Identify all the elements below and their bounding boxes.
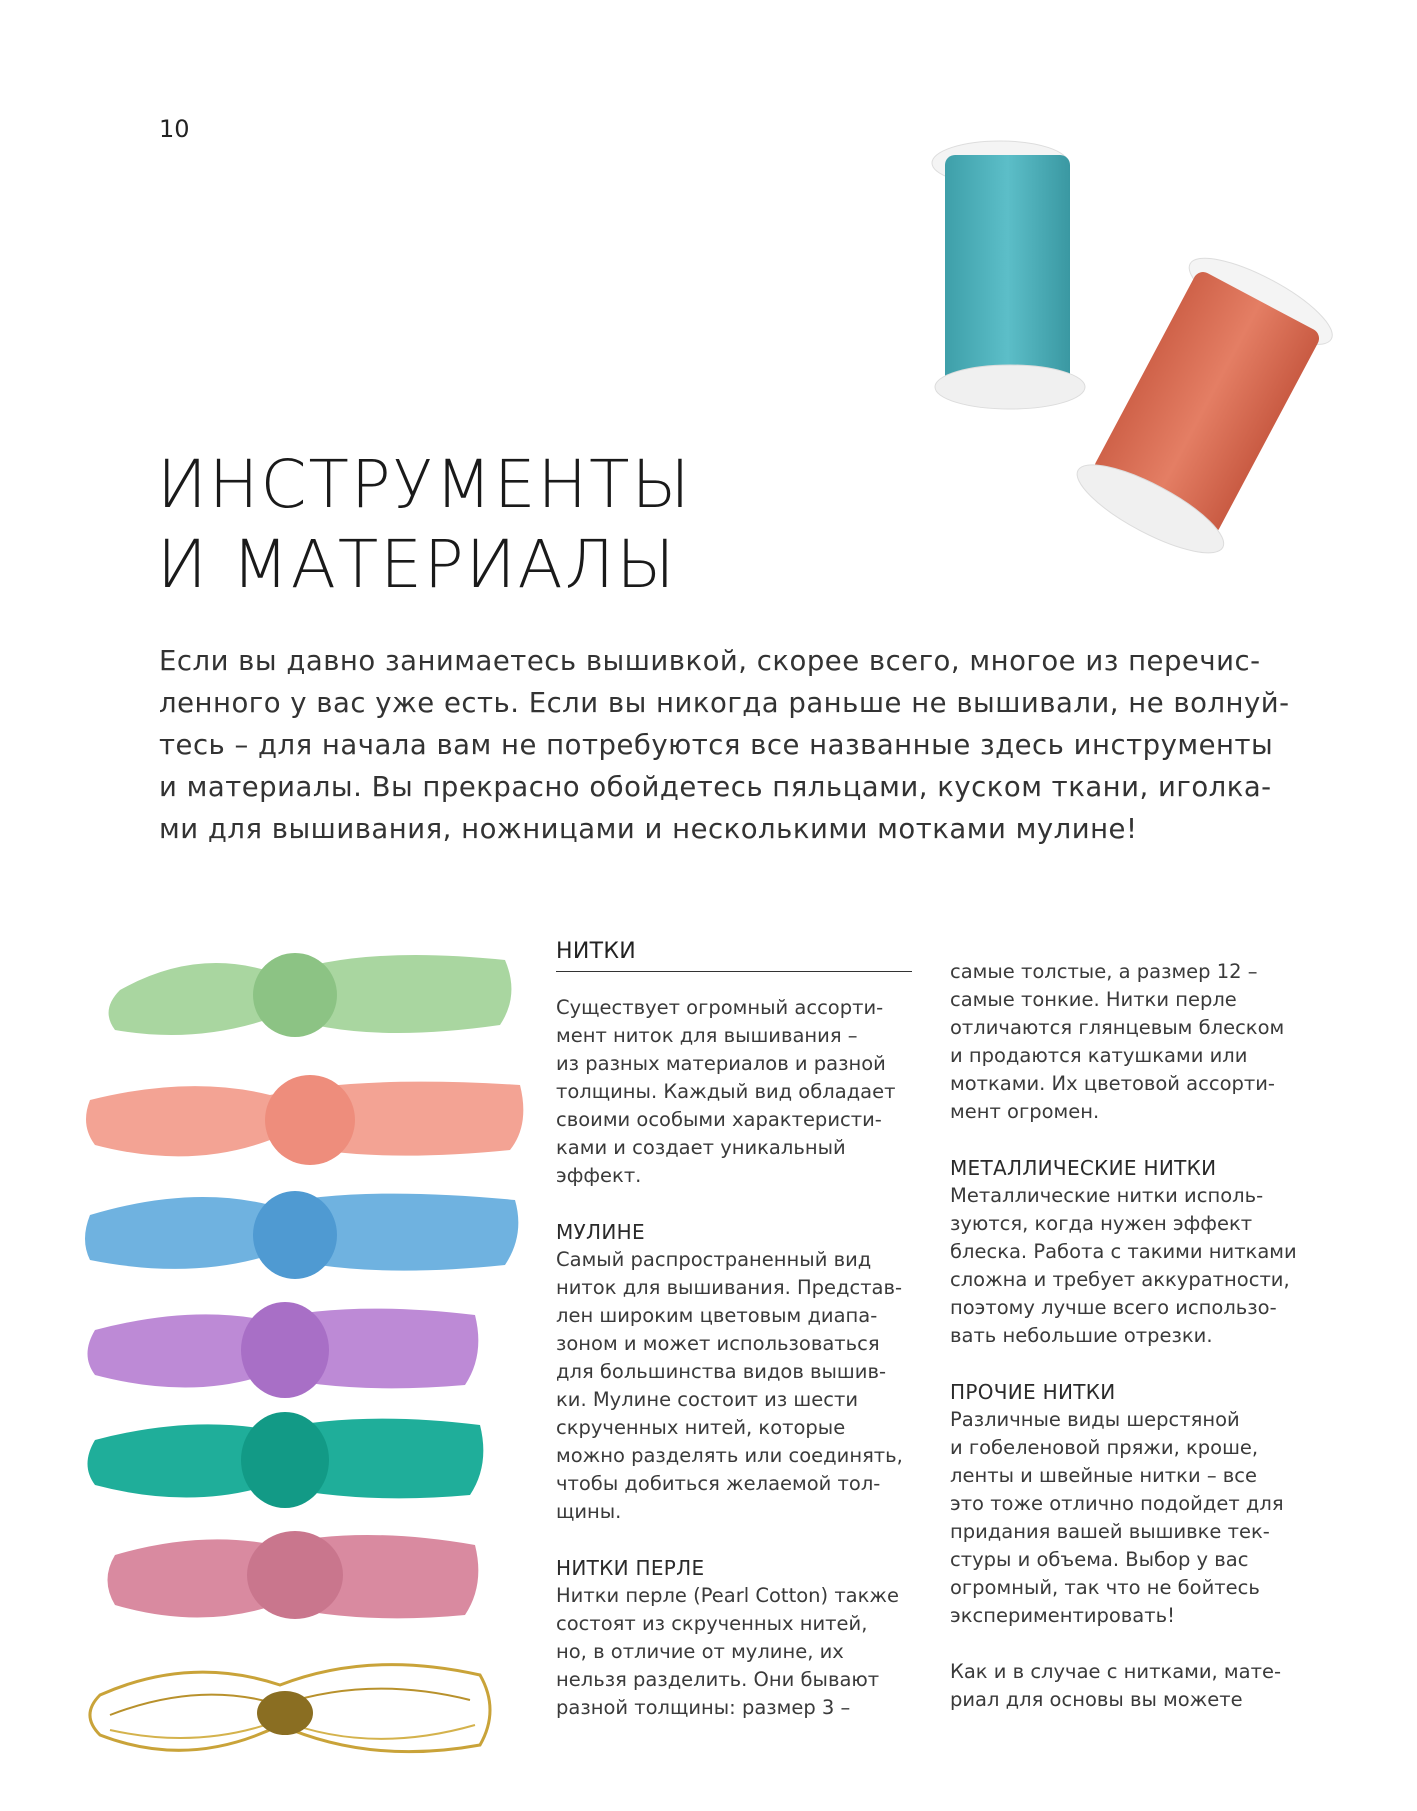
text-line: Металлические нитки исполь- xyxy=(950,1184,1264,1207)
page-title xyxy=(157,445,692,605)
perle-text-continued xyxy=(950,958,1320,1126)
skein-peach xyxy=(86,1075,523,1165)
other-threads-heading: ПРОЧИЕ НИТКИ xyxy=(950,1380,1116,1404)
skein-purple xyxy=(88,1302,479,1398)
skein-blue xyxy=(85,1191,518,1279)
text-line: скрученных нитей, которые xyxy=(556,1416,846,1439)
mouline-heading: МУЛИНЕ xyxy=(556,1220,645,1244)
threads-intro xyxy=(556,994,916,1190)
text-line: сложна и требует аккуратности, xyxy=(950,1268,1290,1291)
text-line: и продаются катушками или xyxy=(950,1044,1248,1067)
intro-line: Если вы давно занимаетесь вышивкой, скорее всего, многое из перечис- xyxy=(159,645,1261,677)
skein-teal xyxy=(88,1412,484,1508)
text-line: можно разделять или соединять, xyxy=(556,1444,903,1467)
text-line: Как и в случае с нитками, мате- xyxy=(950,1660,1281,1683)
text-line: вать небольшие отрезки. xyxy=(950,1324,1213,1347)
text-line: щины. xyxy=(556,1500,622,1523)
text-line: ниток для вышивания. Представ- xyxy=(556,1276,903,1299)
text-line: но, в отличие от мулине, их xyxy=(556,1640,844,1663)
text-line: ками и создает уникальный xyxy=(556,1136,846,1159)
text-line: и гобеленовой пряжи, кроше, xyxy=(950,1436,1259,1459)
text-line: мотками. Их цветовой ассорти- xyxy=(950,1072,1275,1095)
text-line: самые толстые, а размер 12 – xyxy=(950,960,1258,983)
text-line: своими особыми характеристи- xyxy=(556,1108,882,1131)
text-line: стуры и объема. Выбор у вас xyxy=(950,1548,1249,1571)
text-column-1 xyxy=(556,937,916,1722)
text-line: Различные виды шерстяной xyxy=(950,1408,1240,1431)
text-line: мент ниток для вышивания – xyxy=(556,1024,858,1047)
metallic-text xyxy=(950,1182,1320,1350)
floss-skeins-image xyxy=(80,935,530,1795)
intro-line: ми для вышивания, ножницами и несколькими мотками мулине! xyxy=(159,813,1138,845)
text-line: ленты и швейные нитки – все xyxy=(950,1464,1257,1487)
text-line: мент огромен. xyxy=(950,1100,1100,1123)
other-threads-text xyxy=(950,1406,1320,1630)
text-column-2 xyxy=(950,958,1320,1714)
skein-gold xyxy=(90,1665,490,1752)
text-line: разной толщины: размер 3 – xyxy=(556,1696,851,1719)
intro-line: ленного у вас уже есть. Если вы никогда раньше не вышивали, не волнуй- xyxy=(159,687,1290,719)
metallic-heading: МЕТАЛЛИЧЕСКИЕ НИТКИ xyxy=(950,1156,1217,1180)
text-line: из разных материалов и разной xyxy=(556,1052,886,1075)
text-line: блеска. Работа с такими нитками xyxy=(950,1240,1297,1263)
text-line: состоят из скрученных нитей, xyxy=(556,1612,868,1635)
page-number: 10 xyxy=(159,115,190,143)
thread-spools-image xyxy=(905,125,1375,605)
text-line: это тоже отлично подойдет для xyxy=(950,1492,1284,1515)
perle-heading: НИТКИ ПЕРЛЕ xyxy=(556,1556,705,1580)
text-line: ки. Мулине состоит из шести xyxy=(556,1388,859,1411)
text-line: Нитки перле (Pearl Cotton) также xyxy=(556,1584,899,1607)
text-line: огромный, так что не бойтесь xyxy=(950,1576,1260,1599)
title-line: И МАТЕРИАЛЫ xyxy=(157,526,677,603)
text-line: толщины. Каждый вид обладает xyxy=(556,1080,896,1103)
text-line: зоном и может использоваться xyxy=(556,1332,880,1355)
mouline-text xyxy=(556,1246,916,1526)
text-line: отличаются глянцевым блеском xyxy=(950,1016,1285,1039)
intro-line: и материалы. Вы прекрасно обойдетесь пяльцами, куском ткани, иголка- xyxy=(159,771,1272,803)
text-line: чтобы добиться желаемой тол- xyxy=(556,1472,881,1495)
intro-line: тесь – для начала вам не потребуются все названные здесь инструменты xyxy=(159,729,1274,761)
text-line: лен широким цветовым диапа- xyxy=(556,1304,878,1327)
teal-spool xyxy=(932,141,1085,409)
title-line: ИНСТРУМЕНТЫ xyxy=(157,446,692,523)
skein-green xyxy=(109,953,512,1037)
text-line: поэтому лучше всего использо- xyxy=(950,1296,1277,1319)
text-line: самые тонкие. Нитки перле xyxy=(950,988,1237,1011)
text-line: нельзя разделить. Они бывают xyxy=(556,1668,880,1691)
text-line: придания вашей вышивке тек- xyxy=(950,1520,1270,1543)
text-line: риал для основы вы можете xyxy=(950,1688,1243,1711)
perle-text xyxy=(556,1582,916,1722)
text-line: эффект. xyxy=(556,1164,642,1187)
skein-pink xyxy=(108,1531,479,1619)
coral-spool xyxy=(1067,242,1345,569)
text-line: для большинства видов вышив- xyxy=(556,1360,886,1383)
text-line: зуются, когда нужен эффект xyxy=(950,1212,1253,1235)
text-line: экспериментировать! xyxy=(950,1604,1175,1627)
text-line: Самый распространенный вид xyxy=(556,1248,872,1271)
section-title: НИТКИ xyxy=(556,937,912,972)
text-line: Существует огромный ассорти- xyxy=(556,996,884,1019)
closing-text xyxy=(950,1658,1320,1714)
intro-paragraph xyxy=(159,640,1299,850)
